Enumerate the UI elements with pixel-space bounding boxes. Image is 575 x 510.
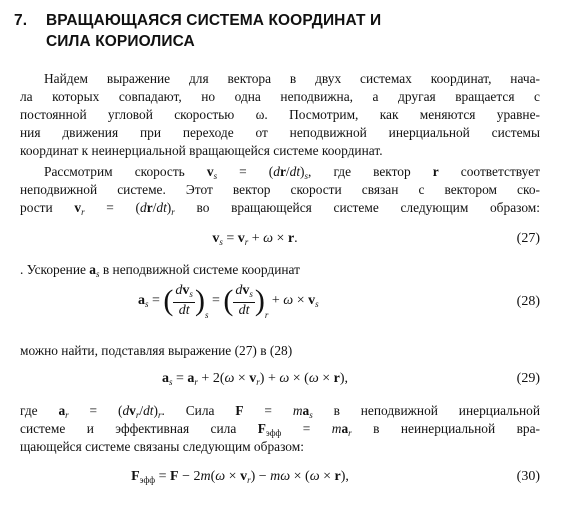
inline-formula-vr: $v_r = (dr/dt)_r$ [74, 200, 175, 217]
para1-line4: ния движения при переходе от неподвижной инерциальной системы [20, 125, 540, 140]
para1-line3: постоянной угловой скоростью ω. Посмотрим, как меняются уравне- [20, 107, 540, 122]
section-title-line2: СИЛА КОРИОЛИСА [46, 33, 195, 50]
para2-text-e: во вращающейся системе следующим образом: [174, 200, 540, 215]
para2-text-d: рости [20, 200, 75, 215]
para3-text-b: в неподвижной системе координат [99, 262, 300, 277]
para1-line1: Найдем выражение для вектора в двух системах координат, нача- [44, 71, 540, 86]
equation-29-number: (29) [516, 371, 540, 386]
equation-28-formula: $a_s$ = ( $\frac{dv_s}{dt}$ )$_s$ = ( $\frac{dv_s}{dt}$ )$_r + \omega \times v_s$ [138, 283, 319, 321]
inline-formula-as: $a_s$ [89, 262, 100, 279]
para5-text-c: в неподвижной инерциальной [312, 403, 540, 418]
para2-line2: неподвижной системе. Этот вектор скорости связан с вектором ско- [20, 182, 540, 197]
para4-line1: можно найти, подставляя выражение (27) в (28) [20, 343, 293, 358]
para3-text-a: . Ускорение [20, 262, 90, 277]
equation-28 [20, 283, 540, 327]
para5-text-b: . Сила [161, 403, 236, 418]
equation-30-formula: $F_{эфф} = F - 2m(\omega \times v_r) - m\omega \times (\omega \times r)$, [131, 469, 349, 485]
para2-text-a: Рассмотрим скорость [44, 164, 207, 179]
para5-text-d: системе и эффективная сила [20, 421, 258, 436]
section-title-line1: ВРАЩАЮЩАЯСЯ СИСТЕМА КООРДИНАТ И [46, 12, 382, 29]
equation-27 [20, 228, 540, 250]
equation-28-number: (28) [516, 294, 540, 309]
para5-text-a: где [20, 403, 59, 418]
para5-text-e: в неинерциальной вра- [351, 421, 540, 436]
para5-line3: щающейся системе связаны следующим образом: [20, 439, 304, 454]
inline-formula-vs: $v_s = (dr/dt)_s$ [206, 164, 309, 181]
equation-29 [20, 368, 540, 390]
para2-text-b: , где вектор [308, 164, 433, 179]
para2-line3 [20, 199, 540, 221]
equation-30 [20, 466, 540, 488]
section-heading [14, 10, 564, 52]
para2-text-c: соответствует [438, 164, 540, 179]
equation-29-formula: $a_s = a_r + 2(\omega \times v_r) + \omega \times (\omega \times r)$, [161, 371, 348, 387]
equation-27-formula: $v_s = v_r + \omega \times r$. [212, 231, 298, 247]
para3-line1 [20, 261, 540, 283]
inline-formula-F: $F = ma_s$ [235, 403, 313, 420]
inline-formula-Feff: $F_{эфф} = ma_r$ [257, 421, 352, 438]
para1-line5: координат к неинерциальной вращающейся системе координат. [20, 143, 383, 158]
equation-27-number: (27) [516, 231, 540, 246]
para2-vector-r: r [432, 164, 439, 179]
inline-formula-ar: $a_r = (dv_r/dt)_r$ [58, 403, 162, 420]
para1-line2: ла которых совпадают, но одна неподвижна, а другая вращается с [20, 89, 540, 104]
equation-30-number: (30) [516, 469, 540, 484]
section-number: 7. [14, 12, 28, 29]
